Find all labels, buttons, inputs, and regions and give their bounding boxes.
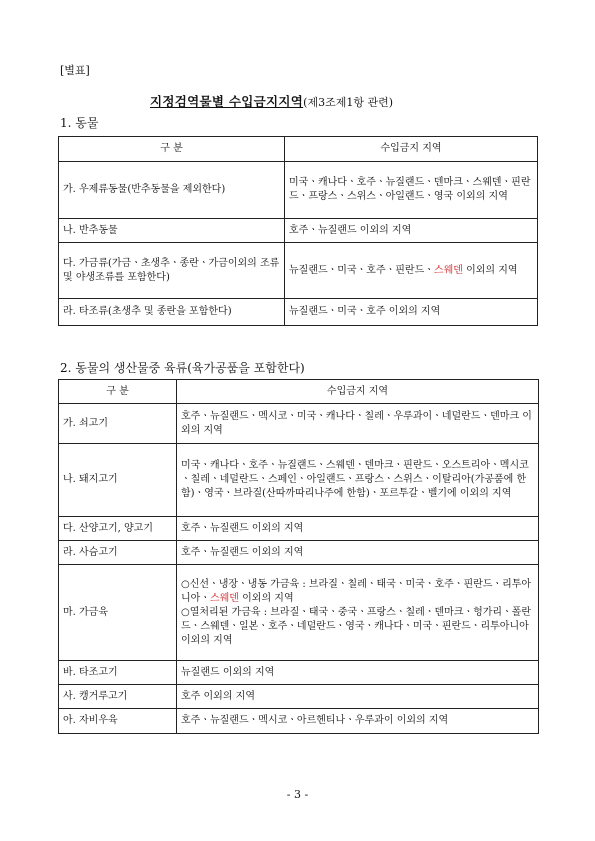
row-region <box>177 565 539 661</box>
header-region: 수입금지 지역 <box>177 380 539 404</box>
row-category: 가. 쇠고기 <box>59 404 177 444</box>
row-region: 호주ㆍ뉴질랜드ㆍ멕시코ㆍ아르헨티나ㆍ우루과이 이외의 지역 <box>177 709 539 734</box>
region-text: 뉴질랜드ㆍ미국ㆍ호주ㆍ핀란드ㆍ <box>289 264 434 276</box>
row-region <box>285 243 538 299</box>
header-category: 구 분 <box>59 380 177 404</box>
row-category: 다. 산양고기, 양고기 <box>59 517 177 541</box>
page-number: - 3 - <box>286 788 309 801</box>
table-row <box>59 661 539 685</box>
row-category: 라. 타조류(초생추 및 종란을 포함한다) <box>59 299 285 326</box>
row-category: 사. 캥거루고기 <box>59 685 177 709</box>
row-region: 미국ㆍ캐나다ㆍ호주ㆍ뉴질랜드ㆍ스웨덴ㆍ덴마크ㆍ핀란드ㆍ오스트리아ㆍ멕시코ㆍ칠레ㆍ네덜란드ㆍ스페인ㆍ아일랜드ㆍ프랑스ㆍ스위스ㆍ이탈리아(가공품에 한함)ㆍ영국ㆍ브라질(산따까따리나주에 한함)ㆍ포르투갈ㆍ벨기에 이외의 지역 <box>177 444 539 517</box>
title-main: 지정검역물별 수입금지지역 <box>150 94 304 109</box>
region-highlight: 스웨덴 <box>209 592 239 604</box>
table-row <box>59 709 539 734</box>
table-row <box>59 565 539 661</box>
table-row <box>59 299 538 326</box>
row-region: 호주ㆍ뉴질랜드 이외의 지역 <box>177 517 539 541</box>
section2-heading: 2. 동물의 생산물중 육류(육가공품을 포함한다) <box>60 361 305 375</box>
row-category: 다. 가금류(가금ㆍ초생추ㆍ종란ㆍ가금이외의 조류 및 야생조류를 포함한다) <box>59 243 285 299</box>
table-row <box>59 517 539 541</box>
section1-heading: 1. 동물 <box>60 116 99 130</box>
row-category: 나. 돼지고기 <box>59 444 177 517</box>
poultry-item-heated: ○열처리된 가금육 : 브라질ㆍ태국ㆍ중국ㆍ프랑스ㆍ칠레ㆍ덴마크ㆍ헝가리ㆍ폴란드ㆍ스웨덴ㆍ일본ㆍ호주ㆍ네덜란드ㆍ영국ㆍ캐나다ㆍ미국ㆍ핀란드ㆍ리투아니아 이외의 지역 <box>181 606 532 646</box>
row-region: 호주ㆍ뉴질랜드ㆍ멕시코ㆍ미국ㆍ캐나다ㆍ칠레ㆍ우루과이ㆍ네덜란드ㆍ덴마크 이외의 지역 <box>177 404 539 444</box>
animals-table <box>58 136 538 326</box>
region-highlight: 스웨덴 <box>433 264 463 276</box>
document-title <box>150 92 393 110</box>
row-category: 마. 가금육 <box>59 565 177 661</box>
table-row <box>59 243 538 299</box>
row-region: 뉴질랜드ㆍ미국ㆍ호주 이외의 지역 <box>285 299 538 326</box>
table-row <box>59 404 539 444</box>
header-category: 구 분 <box>59 137 285 162</box>
row-region: 미국ㆍ캐나다ㆍ호주ㆍ뉴질랜드ㆍ덴마크ㆍ스웨덴ㆍ핀란드ㆍ프랑스ㆍ스위스ㆍ아일랜드ㆍ영국 이외의 지역 <box>285 162 538 219</box>
attachment-label: [별표] <box>60 64 90 77</box>
row-region: 호주 이외의 지역 <box>177 685 539 709</box>
row-category: 아. 자비우육 <box>59 709 177 734</box>
region-text: 이외의 지역 <box>462 264 518 276</box>
table-row <box>59 162 538 219</box>
table-row <box>59 541 539 565</box>
table-row <box>59 444 539 517</box>
title-suffix: (제3조제1항 관련) <box>303 96 393 109</box>
row-category: 라. 사슴고기 <box>59 541 177 565</box>
meat-table <box>58 379 539 734</box>
row-category: 바. 타조고기 <box>59 661 177 685</box>
row-region: 뉴질랜드 이외의 지역 <box>177 661 539 685</box>
row-region: 호주ㆍ뉴질랜드 이외의 지역 <box>285 219 538 243</box>
region-text: ○신선ㆍ냉장ㆍ냉동 가금육 : 브라질ㆍ칠레ㆍ태국ㆍ미국ㆍ호주ㆍ핀란드ㆍ리투아니아ㆍ <box>181 578 532 604</box>
row-region: 호주ㆍ뉴질랜드 이외의 지역 <box>177 541 539 565</box>
table-header-row <box>59 380 539 404</box>
table-header-row <box>59 137 538 162</box>
row-category: 가. 우제류동물(반추동물을 제외한다) <box>59 162 285 219</box>
region-text: 이외의 지역 <box>238 592 294 604</box>
table-row <box>59 219 538 243</box>
header-region: 수입금지 지역 <box>285 137 538 162</box>
row-category: 나. 반추동물 <box>59 219 285 243</box>
poultry-item-fresh <box>181 579 531 604</box>
table-row <box>59 685 539 709</box>
